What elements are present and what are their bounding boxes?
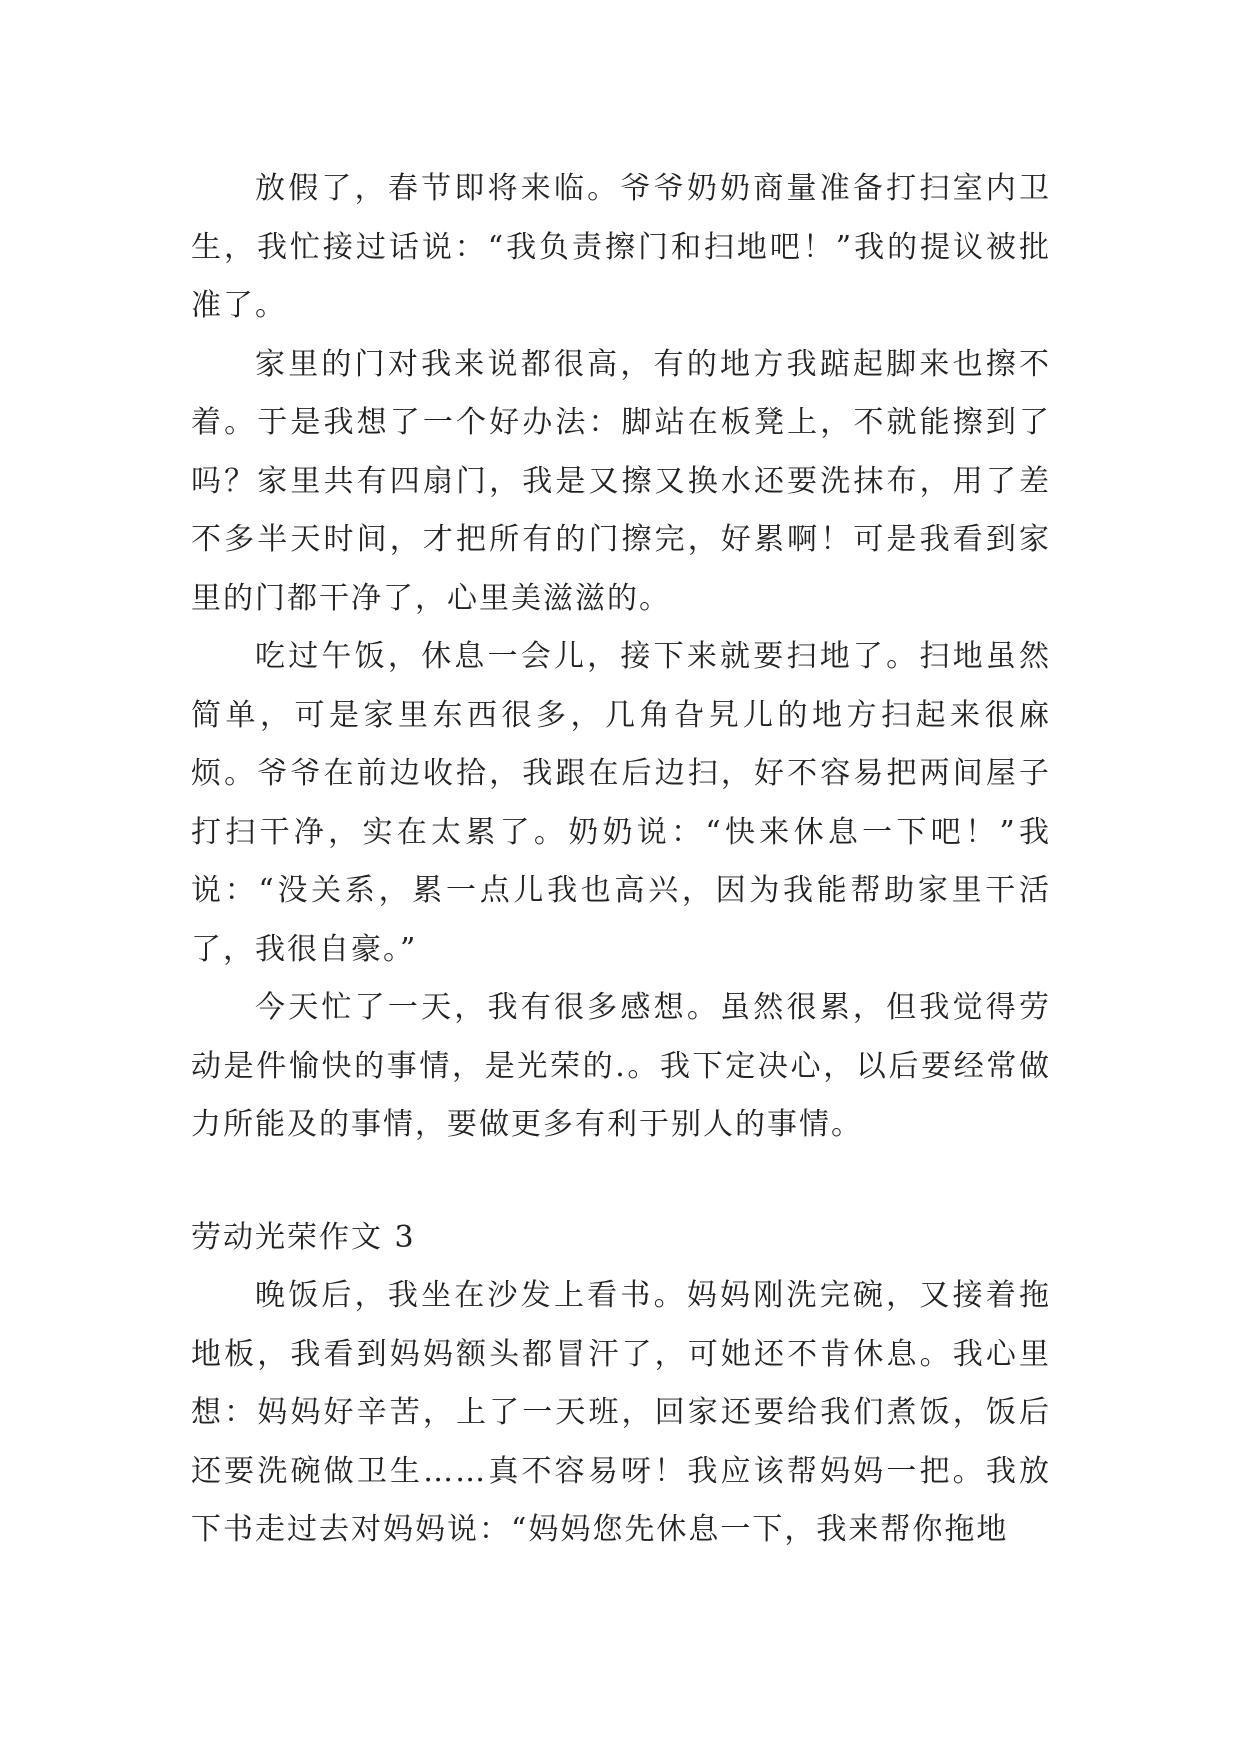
document-body <box>191 160 1051 1560</box>
paragraph: 晚饭后，我坐在沙发上看书。妈妈刚洗完碗，又接着拖地板，我看到妈妈额头都冒汗了，可她还不肯休息。我心里想：妈妈好辛苦，上了一天班，回家还要给我们煮饭，饭后还要洗碗做卫生……真不容易呀！我应该帮妈妈一把。我放下书走过去对妈妈说：“妈妈您先休息一下，我来帮你拖地 <box>191 1278 1051 1547</box>
paragraph: 吃过午饭，休息一会儿，接下来就要扫地了。扫地虽然简单，可是家里东西很多，几角旮旯儿的地方扫起来很麻烦。爷爷在前边收拾，我跟在后边扫，好不容易把两间屋子打扫干净，实在太累了。奶奶说：“快来休息一下吧！”我说：“没关系，累一点儿我也高兴，因为我能帮助家里干活了，我很自豪。” <box>191 639 1051 967</box>
paragraph: 今天忙了一天，我有很多感想。虽然很累，但我觉得劳动是件愉快的事情，是光荣的.。我下定决心，以后要经常做力所能及的事情，要做更多有利于别人的事情。 <box>191 990 1051 1142</box>
section-title: 劳动光荣作文 3 <box>191 1219 416 1255</box>
paragraph: 家里的门对我来说都很高，有的地方我踮起脚来也擦不着。于是我想了一个好办法：脚站在板凳上，不就能擦到了吗？家里共有四扇门，我是又擦又换水还要洗抹布，用了差不多半天时间，才把所有的门擦完，好累啊！可是我看到家里的门都干净了，心里美滋滋的。 <box>191 346 1051 616</box>
paragraph: 放假了，春节即将来临。爷爷奶奶商量准备打扫室内卫生，我忙接过话说：“我负责擦门和扫地吧！”我的提议被批准了。 <box>191 171 1051 323</box>
